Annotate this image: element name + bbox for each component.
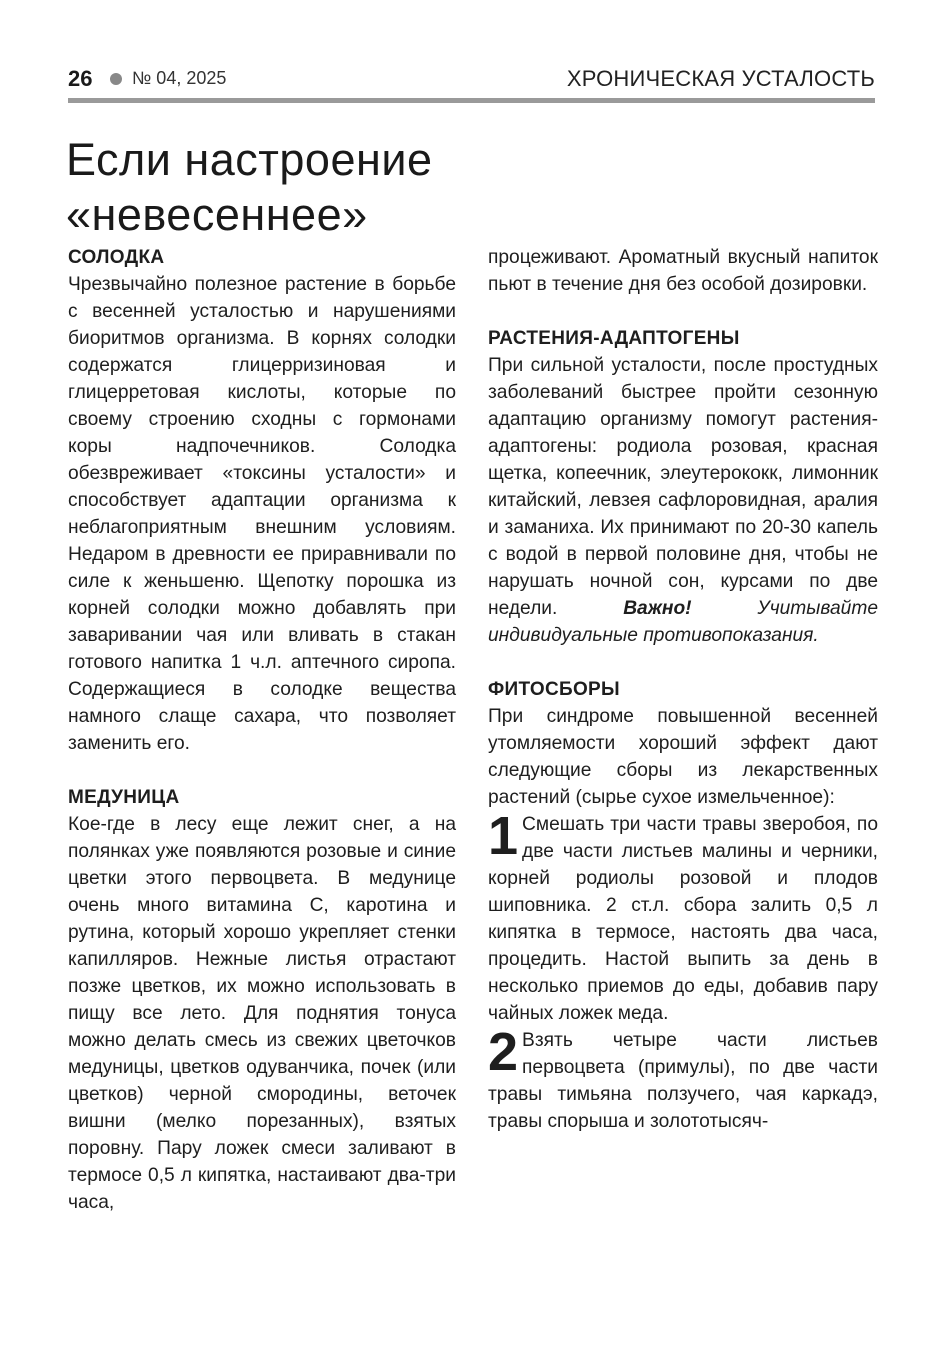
section-heading-solodka: СОЛОДКА <box>68 247 165 268</box>
section-heading-adaptogens: РАСТЕНИЯ-АДАПТОГЕНЫ <box>488 328 740 349</box>
bullet-dot-icon <box>110 73 122 85</box>
section-heading-fitosbory: ФИТОСБОРЫ <box>488 679 620 700</box>
header-divider <box>68 98 875 103</box>
article-title <box>66 132 686 242</box>
left-column <box>68 244 456 1216</box>
section-heading-medunitsa: МЕДУНИЦА <box>68 787 180 808</box>
issue-number: № 04, 2025 <box>132 68 227 88</box>
recipe-number-1: 1 <box>488 806 519 866</box>
section-gap <box>488 649 878 676</box>
section-rubric: ХРОНИЧЕСКАЯ УСТАЛОСТЬ <box>566 66 875 91</box>
section-gap <box>488 298 878 325</box>
page-number: 26 <box>68 66 93 91</box>
section-text-medunitsa: Кое-где в лесу еще лежит снег, а на полянках уже появляются розовые и синие цветки этого первоцвета. В медунице очень много витамина С, каротина и рутина, который хорошо укрепляет стенки капилляров. Нежные листья отрастают позже цветков, их можно использовать в пищу все лето. Для поднятия тонуса можно делать смесь из свежих цветочков медуницы, цветков одуванчика, почек (или цветков) черной смородины, веточек вишни (мелко порезанных), взятых поровну. Пару ложек смеси заливают в термосе 0,5 л кипятка, настаивают два-три часа, <box>68 814 456 1213</box>
section-text-solodka: Чрезвычайно полезное растение в борьбе с весенней усталостью и нарушениями биоритмов организма. В корнях солодки содержатся глицерризиновая и глицерретовая кислоты, которые по своему строению сходны с гормонами коры надпочечников. Солодка обезвреживает «токсины усталости» и способствует адаптации организма к неблагоприятным внешним условиям. Недаром в древности ее приравнивали по силе к женьшеню. Щепотку порошка из корней солодки можно добавлять при заваривании чая или вливать в стакан готового напитка 1 ч.л. аптечного сиропа. Содержащиеся в солодке вещества намного слаще сахара, что позволяет заменить его. <box>68 274 456 754</box>
adaptogens-body: При сильной усталости, после простудных заболеваний быстрее пройти сезонную адаптацию организму помогут растения-адаптогены: родиола розовая, красная щетка, копеечник, элеутерококк, лимонник китайский, левзея сафлоровидная, аралия и заманиха. Их принимают по 20-30 капель с водой в первой половине дня, чтобы не нарушать ночной сон, курсами по две недели. <box>488 355 878 619</box>
right-column <box>488 244 878 1135</box>
section-text-adaptogens <box>488 352 878 649</box>
recipe-number-2: 2 <box>488 1022 519 1082</box>
recipe-text-2: Взять четыре части листьев первоцвета (примулы), по две части травы тимьяна ползучего, чая каркадэ, травы спорыша и золототысяч- <box>488 1030 878 1132</box>
recipe-item-1 <box>488 806 878 1027</box>
section-gap <box>68 757 456 784</box>
section-text-medunitsa-continued: процеживают. Ароматный вкусный напиток пьют в течение дня без особой дозировки. <box>488 247 878 295</box>
title-line-2: «невесеннее» <box>66 189 368 240</box>
section-text-fitosbory-intro: При синдроме повышенной весенней утомляемости хороший эффект дают следующие сборы из лекарственных растений (сырье сухое измельченное): <box>488 706 878 808</box>
recipe-item-2 <box>488 1022 878 1135</box>
important-text: Учитывайте индивидуальные противопоказания. <box>488 598 878 646</box>
page-header <box>68 62 875 98</box>
recipe-text-1: Смешать три части травы зверобоя, по две части листьев малины и черники, корней родиолы розовой и плодов шиповника. 2 ст.л. сбора залить 0,5 л кипятка в термосе, настоять два часа, процедить. Настой выпить за день в несколько приемов до еды, добавив пару чайных ложек меда. <box>488 814 878 1024</box>
title-line-1: Если настроение <box>66 134 433 185</box>
important-label: Важно! <box>623 598 692 619</box>
